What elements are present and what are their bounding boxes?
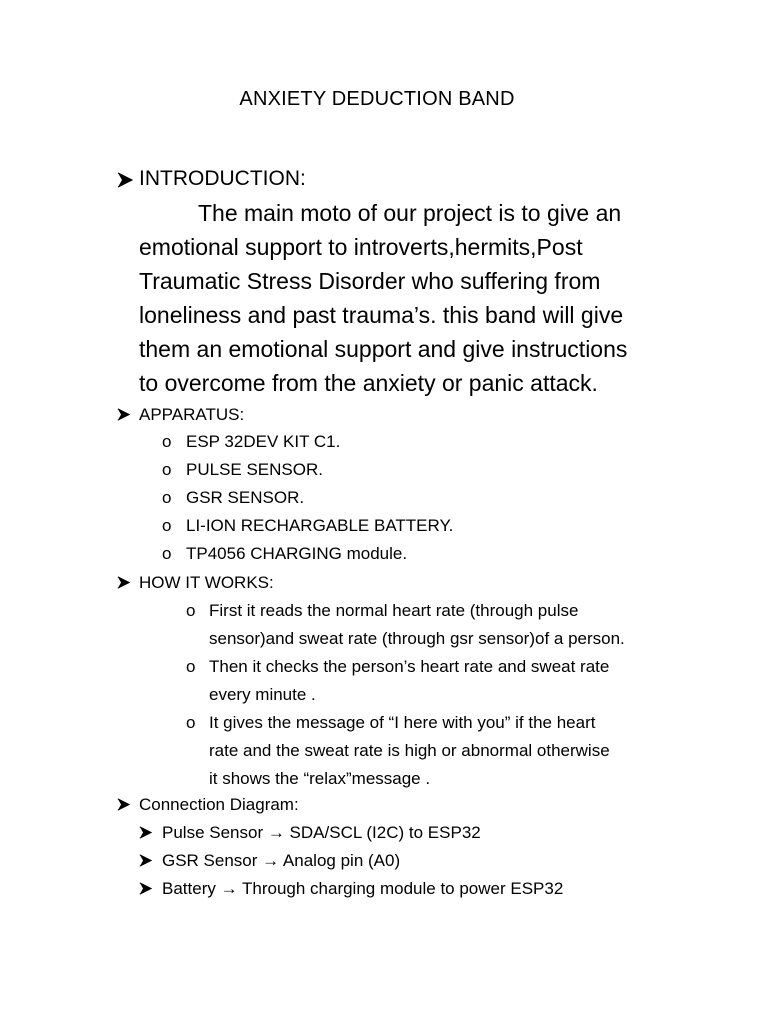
arrowhead-bullet-icon	[139, 882, 151, 896]
arrowhead-bullet-icon	[139, 854, 151, 868]
arrowhead-bullet-icon	[117, 576, 129, 590]
connection-diagram-heading-text: Connection Diagram:	[139, 795, 299, 814]
introduction-line: The main moto of our project is to give an	[198, 200, 622, 226]
introduction-line: Traumatic Stress Disorder who suffering from	[139, 268, 601, 294]
list-bullet: o	[162, 460, 172, 479]
introduction-line: loneliness and past trauma’s. this band will give	[139, 302, 624, 328]
list-bullet: o	[186, 601, 196, 620]
document-title: ANXIETY DEDUCTION BAND	[239, 88, 515, 110]
list-bullet: o	[162, 432, 172, 451]
arrowhead-bullet-icon	[117, 408, 129, 422]
arrowhead-bullet-icon	[139, 826, 151, 840]
arrowhead-bullet-icon	[117, 172, 133, 188]
introduction-line: to overcome from the anxiety or panic attack.	[139, 370, 598, 396]
introduction-line: them an emotional support and give instructions	[139, 336, 628, 362]
apparatus-heading-text: APPARATUS:	[139, 405, 245, 424]
list-bullet: o	[162, 516, 172, 535]
list-bullet: o	[162, 544, 172, 563]
arrowhead-bullet-icon	[117, 798, 129, 812]
document-page: ANXIETY DEDUCTION BAND INTRODUCTION: The main moto of our project is to give an emotional support to introverts,hermits,Post Traumatic Stress Disorder who suffering from loneliness and past trauma’s. this band will give them an emotional support and give instructions to overcome from the anxiety or panic attack. APPARATUS: o ESP 32DEV KIT C1. o PULSE SENSOR. o GSR SENSOR. o LI-ION RECHARGABLE BATTERY. o TP4056 CHARGING module. HOW IT WORKS: o First it reads the normal heart rate (through pulse sensor)and sweat rate (through gsr sensor)of a person. o Then it checks the person’s heart rate and sweat rate every minute . o It gives the message of “I here with you” if the heart rate and the sweat rate is high or abnormal otherwise it shows the “relax”message . Connection Diagram: Pulse Sensor → SDA/SCL (I2C) to ESP32 GSR Sensor → Analog pin (A0) Battery → Through charging module to power ESP32	[0, 0, 768, 1024]
list-bullet: o	[162, 488, 172, 507]
introduction-paragraph	[139, 196, 699, 400]
list-bullet: o	[186, 713, 196, 732]
list-bullet: o	[186, 657, 196, 676]
introduction-line: emotional support to introverts,hermits,Post	[139, 234, 583, 260]
how-it-works-heading-text: HOW IT WORKS:	[139, 573, 274, 592]
introduction-heading-text: INTRODUCTION:	[139, 167, 306, 190]
